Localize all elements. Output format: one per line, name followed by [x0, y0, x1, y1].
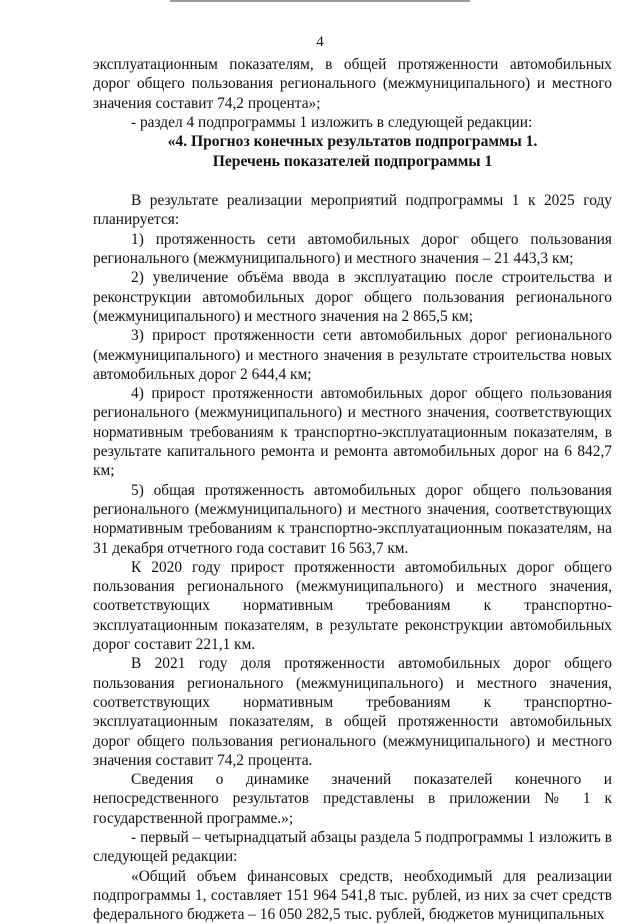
paragraph-section4-instruction: - раздел 4 подпрограммы 1 изложить в следующей редакции: — [131, 113, 533, 131]
section-heading-line2: Перечень показателей подпрограммы 1 — [212, 153, 493, 171]
section-heading-line1: «4. Прогноз конечных результатов подпрограммы 1. — [167, 133, 538, 151]
paragraph-financing: «Общий объем финансовых средств, необходимый для реализации подпрограммы 1, составляет 151 964 541,8 тыс. рублей, из них за счет средств федерального бюджета – 16 050 282,5 тыс. рублей, бюджетов муниципальных — [93, 867, 612, 924]
paragraph-continuation: эксплуатационным показателям, в общей протяженности автомобильных дорог общего пользования регионального (межмуниципального) и местного значения составит 74,2 процента»; — [93, 56, 612, 112]
page-number: 4 — [316, 34, 324, 50]
spacer — [93, 172, 612, 191]
paragraph-item-5: 5) общая протяженность автомобильных дорог общего пользования регионального (межмуниципального) и местного значения, соответствующих нормативным требованиям к транспортно-эксплуатационным показателям, на 31 декабря отчетного года составит 16 563,7 км. — [93, 481, 612, 557]
paragraph-intro: В результате реализации мероприятий подпрограммы 1 к 2025 году планируется: — [93, 192, 612, 229]
document-body — [93, 55, 612, 924]
paragraph-section5-instruction: - первый – четырнадцатый абзацы раздела 5 подпрограммы 1 изложить в следующей редакции: — [93, 828, 612, 866]
paragraph-info: Сведения о динамике значений показателей конечного и непосредственного результатов представлены в приложении № 1 к государственной программе.»; — [93, 771, 612, 827]
paragraph-item-3: 3) прирост протяженности сети автомобильных дорог регионального (межмуниципального) и местного значения в результате строительства новых автомобильных дорог 2 644,4 км; — [93, 327, 612, 383]
paragraph-2020: К 2020 году прирост протяженности автомобильных дорог общего пользования регионального (межмуниципального) и местного значения, соответствующих нормативным требованиям к транспортно-эксплуатационным показателям, в результате реконструкции автомобильных дорог составит 221,1 км. — [93, 558, 612, 654]
paragraph-item-2: 2) увеличение объёма ввода в эксплуатацию после строительства и реконструкции автомобильных дорог общего пользования регионального (межмуниципального) и местного значения на 2 865,5 км; — [93, 269, 612, 325]
section-heading — [93, 132, 612, 172]
paragraph-2021: В 2021 году доля протяженности автомобильных дорог общего пользования регионального (межмуниципального) и местного значения, соответствующих нормативным требованиям к транспортно-эксплуатационным показателям, в общей протяженности автомобильных дорог общего пользования регионального (межмуниципального) и местного значения составит 74,2 процента. — [93, 655, 612, 769]
paragraph-item-1: 1) протяженность сети автомобильных дорог общего пользования регионального (межмуниципального) и местного значения – 21 443,3 км; — [93, 230, 612, 268]
paragraph-item-4: 4) прирост протяженности автомобильных дорог общего пользования регионального (межмуниципального) и местного значения, соответствующих нормативным требованиям к транспортно-эксплуатационным показателям, в результате капитального ремонта и ремонта автомобильных дорог на 6 842,7 км; — [93, 385, 612, 480]
top-rule — [170, 0, 470, 2]
